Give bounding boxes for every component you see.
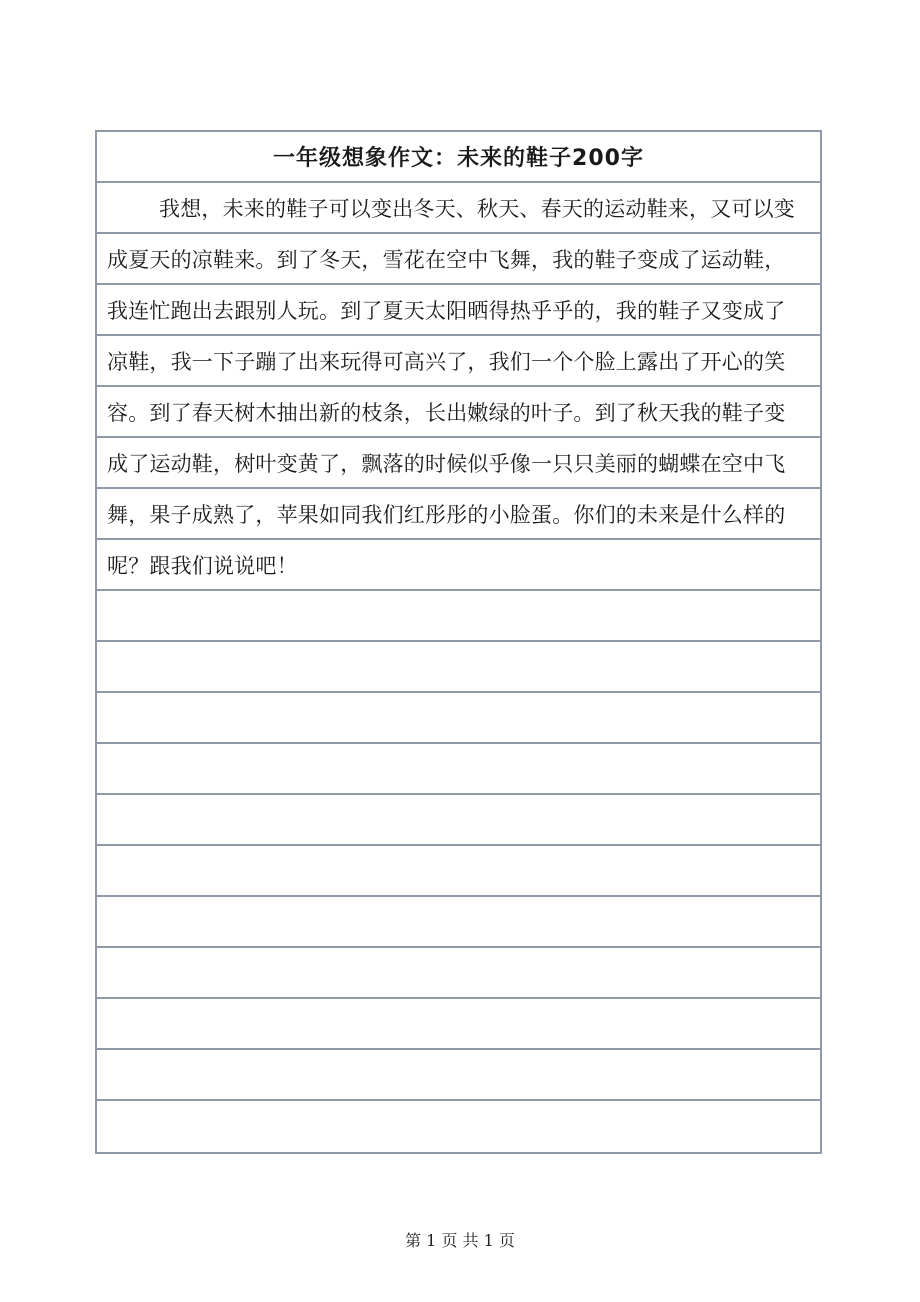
essay-line-5: 容。到了春天树木抽出新的枝条，长出嫩绿的叶子。到了秋天我的鞋子变	[97, 387, 820, 438]
blank-line	[97, 1050, 820, 1101]
blank-line	[97, 642, 820, 693]
blank-line	[97, 999, 820, 1050]
essay-line-3: 我连忙跑出去跟别人玩。到了夏天太阳晒得热乎乎的，我的鞋子又变成了	[97, 285, 820, 336]
essay-line-6: 成了运动鞋，树叶变黄了，飘落的时候似乎像一只只美丽的蝴蝶在空中飞	[97, 438, 820, 489]
essay-line-1: 我想，未来的鞋子可以变出冬天、秋天、春天的运动鞋来，又可以变	[97, 183, 820, 234]
blank-line	[97, 846, 820, 897]
blank-line	[97, 948, 820, 999]
lined-paper-sheet	[95, 130, 822, 1154]
page-footer: 第 1 页 共 1 页	[405, 1231, 515, 1250]
blank-line	[97, 795, 820, 846]
blank-line	[97, 693, 820, 744]
blank-line	[97, 591, 820, 642]
essay-line-2: 成夏天的凉鞋来。到了冬天，雪花在空中飞舞，我的鞋子变成了运动鞋，	[97, 234, 820, 285]
blank-line	[97, 744, 820, 795]
blank-line	[97, 897, 820, 948]
essay-title: 一年级想象作文：未来的鞋子200字	[97, 132, 820, 183]
blank-line	[97, 1101, 820, 1152]
essay-line-4: 凉鞋，我一下子蹦了出来玩得可高兴了，我们一个个脸上露出了开心的笑	[97, 336, 820, 387]
essay-line-8: 呢？跟我们说说吧！	[97, 540, 820, 591]
essay-line-7: 舞，果子成熟了，苹果如同我们红彤彤的小脸蛋。你们的未来是什么样的	[97, 489, 820, 540]
